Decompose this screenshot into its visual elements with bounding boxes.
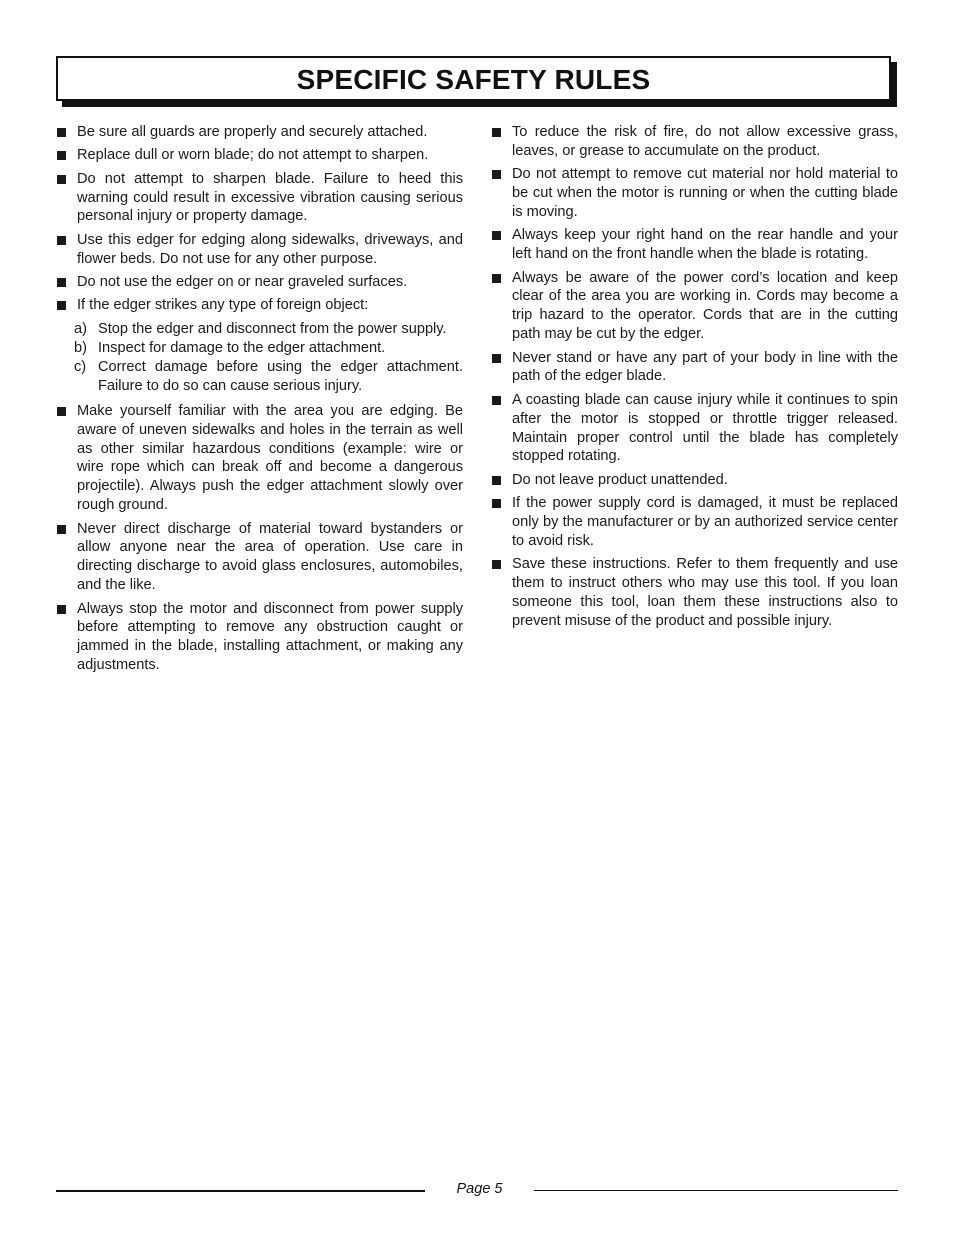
right-rules-list	[491, 123, 898, 631]
rule-text: Never direct discharge of material toward bystanders or allow anyone near the area of operation. Use care in directing discharge to avoid glass enclosures, automobiles, and the like.	[77, 520, 463, 594]
rule-text: Never stand or have any part of your body in line with the path of the edger blade.	[512, 349, 898, 385]
rule-text: A coasting blade can cause injury while it continues to spin after the motor is stopped or throttle trigger released. Maintain proper control until the blade has completely stopped rotating.	[512, 391, 898, 465]
left-column	[56, 123, 463, 680]
rule-text: Make yourself familiar with the area you are edging. Be aware of uneven sidewalks and holes in the terrain as well as other similar hazardous conditions (example: wire or wire rope which can break off and become a dangerous projectile). Always push the edger attachment slowly over rough ground.	[77, 402, 463, 514]
square-bullet-icon	[492, 396, 501, 405]
square-bullet-icon	[57, 175, 66, 184]
step-item	[56, 358, 463, 396]
rule-item	[491, 349, 898, 387]
rule-text: Always keep your right hand on the rear handle and your left hand on the front handle when the blade is rotating.	[512, 227, 898, 263]
square-bullet-icon	[57, 128, 66, 137]
square-bullet-icon	[492, 128, 501, 137]
rule-item	[491, 471, 898, 490]
footer-rule-right	[534, 1190, 898, 1191]
page-number: Page 5	[456, 1181, 503, 1197]
footer-rule-left	[56, 1190, 425, 1192]
rule-item	[491, 494, 898, 551]
square-bullet-icon	[57, 525, 66, 534]
rule-item	[491, 555, 898, 631]
square-bullet-icon	[492, 476, 501, 485]
title-box	[56, 56, 891, 101]
square-bullet-icon	[492, 354, 501, 363]
right-column	[491, 123, 898, 635]
rule-item	[56, 296, 463, 396]
rule-text: Do not attempt to sharpen blade. Failure to heed this warning could result in excessive vibration causing serious personal injury or property damage.	[77, 170, 463, 225]
rule-item	[56, 600, 463, 676]
square-bullet-icon	[492, 274, 501, 283]
rule-text: Save these instructions. Refer to them frequently and use them to instruct others who may use this tool. If you loan someone this tool, loan them these instructions also to prevent misuse of the product and possible injury.	[512, 556, 898, 629]
rule-text: Do not leave product unattended.	[512, 471, 728, 488]
square-bullet-icon	[492, 231, 501, 240]
left-rules-list	[56, 123, 463, 675]
rule-item	[56, 170, 463, 227]
step-marker: b)	[74, 340, 87, 357]
rule-item	[491, 269, 898, 345]
square-bullet-icon	[57, 301, 66, 310]
square-bullet-icon	[492, 170, 501, 179]
step-marker: c)	[74, 358, 87, 375]
rule-text: To reduce the risk of fire, do not allow excessive grass, leaves, or grease to accumulate on the product.	[512, 124, 898, 159]
rule-item	[56, 273, 463, 292]
rule-item	[56, 123, 463, 142]
page-title: SPECIFIC SAFETY RULES	[296, 64, 651, 95]
foreign-object-steps	[56, 320, 463, 396]
rule-text: Do not use the edger on or near graveled surfaces.	[77, 273, 408, 290]
rule-item	[491, 226, 898, 264]
rule-text: Use this edger for edging along sidewalks, driveways, and flower beds. Do not use for any other purpose.	[77, 231, 463, 267]
step-marker: a)	[74, 321, 87, 338]
rule-item	[56, 520, 463, 596]
square-bullet-icon	[57, 278, 66, 287]
step-item	[56, 320, 463, 339]
rule-text: Do not attempt to remove cut material nor hold material to be cut when the motor is running or when the cutting blade is moving.	[512, 166, 898, 221]
square-bullet-icon	[57, 151, 66, 160]
rule-text: Replace dull or worn blade; do not attempt to sharpen.	[77, 147, 429, 164]
rule-item	[56, 146, 463, 165]
square-bullet-icon	[57, 605, 66, 614]
step-text: Correct damage before using the edger attachment. Failure to do so can cause serious injury.	[98, 358, 463, 394]
rule-text: Be sure all guards are properly and securely attached.	[77, 124, 428, 140]
rule-item	[56, 402, 463, 515]
square-bullet-icon	[57, 407, 66, 416]
rule-text: If the edger strikes any type of foreign object:	[77, 297, 369, 314]
rule-item	[491, 391, 898, 467]
step-text: Stop the edger and disconnect from the power supply.	[98, 321, 447, 338]
square-bullet-icon	[492, 560, 501, 569]
rule-item	[56, 231, 463, 269]
rule-text: Always stop the motor and disconnect from power supply before attempting to remove any obstruction caught or jammed in the blade, installing attachment, or making any adjustments.	[77, 600, 463, 674]
square-bullet-icon	[492, 499, 501, 508]
square-bullet-icon	[57, 236, 66, 245]
step-item	[56, 339, 463, 358]
step-text: Inspect for damage to the edger attachment.	[98, 340, 386, 357]
rule-item	[491, 123, 898, 161]
rule-text: If the power supply cord is damaged, it must be replaced only by the manufacturer or by an authorized service center to avoid risk.	[512, 495, 898, 549]
rule-text: Always be aware of the power cord’s location and keep clear of the area you are working in. Cords may become a trip hazard to the operator. Cords that are in the cutting path may be cut by the edger.	[512, 269, 898, 343]
rule-item	[491, 165, 898, 222]
